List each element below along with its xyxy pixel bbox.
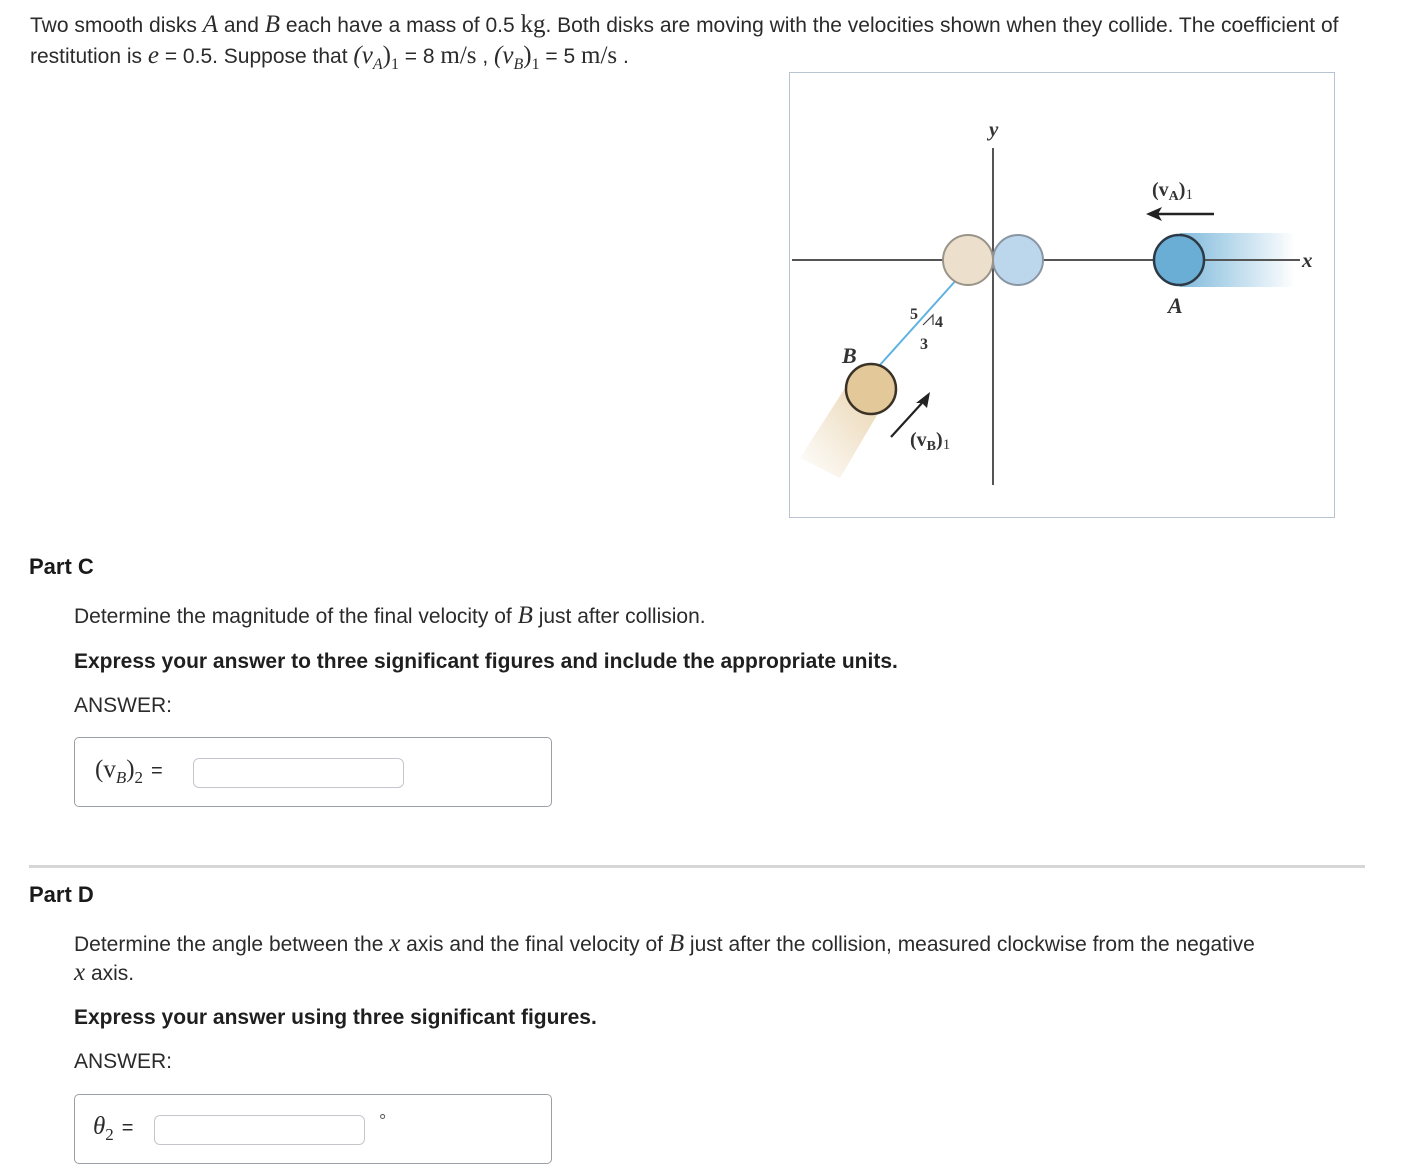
part-c-answer-box [74,737,552,807]
vb-label-sub: B [926,439,937,454]
disk-a-symbol: A [202,11,219,38]
va1-unit: m/s [440,42,477,69]
part-c-answer-heading: ANSWER: [74,694,173,717]
disk-b [846,364,896,414]
triangle-hyp-label: 5 [910,306,918,323]
problem-sep: , [476,45,495,68]
problem-statement [30,10,1370,80]
triangle-opp-label: 4 [935,314,943,331]
problem-text: = 0.5. Suppose that [159,45,354,68]
problem-end: . [617,45,629,68]
disk-b-label: B [842,343,857,368]
disk-b-contact [943,235,993,285]
part-d-question-var1: x [389,930,401,957]
triangle-adj-label: 3 [920,336,928,353]
part-c-label-open: (v [95,756,116,783]
part-d-question-end: axis. [85,962,135,985]
part-d-instruction: Express your answer using three significant figures. [74,1006,597,1029]
b-path-line [879,278,958,366]
mass-unit: kg [520,11,546,38]
part-d-question-post: just after the collision, measured clockwise from the negative [684,933,1255,956]
collision-diagram [790,73,1333,516]
part-d-answer-heading: ANSWER: [74,1050,173,1073]
vb-label [910,429,950,454]
part-d-question-mid: axis and the final velocity of [400,933,669,956]
vb-label-index: 1 [942,437,951,453]
restitution-symbol: e [147,42,159,69]
problem-text: . Both disks are moving with the velocities shown when they collide. The coefficient of restitution is [30,14,1339,68]
problem-text: and [218,14,265,37]
va1-sub: A [372,56,383,73]
problem-text: Two smooth disks [30,14,203,37]
vb1-close: ) [523,42,532,69]
vb-arrow-head [916,392,930,408]
va-label-close: ) [1178,179,1186,201]
vb1-sub: B [513,56,524,73]
part-c-answer-input[interactable] [193,758,404,788]
va-label-open: (v [1152,179,1169,201]
part-c-label-index: 2 [134,768,144,787]
vb1-open: (v [494,42,514,69]
part-c-title: Part C [29,554,94,579]
part-d-label-theta: θ [93,1113,106,1140]
part-c-question-pre: Determine the magnitude of the final velocity of [74,605,518,628]
vb1-symbol [494,42,540,73]
part-c-label-close: ) [126,756,135,783]
part-d-answer-input[interactable] [154,1115,365,1145]
va-label [1152,179,1193,204]
va-label-sub: A [1168,189,1179,204]
disk-a-label: A [1168,293,1183,318]
part-c-label-sub: B [115,768,127,787]
va1-index: 1 [390,56,399,73]
va1-open: (v [353,42,373,69]
degree-unit: ° [379,1111,387,1131]
problem-text: each have a mass of 0.5 [280,14,521,37]
vb-label-close: ) [936,429,943,451]
part-d-answer-label [93,1113,133,1145]
part-c-instruction: Express your answer to three significant figures and include the appropriate units. [74,650,898,673]
part-d-title: Part D [29,882,94,907]
part-c-answer-label [95,756,163,788]
disk-a [1154,235,1204,285]
vb-label-open: (v [910,429,927,451]
section-divider [29,865,1365,868]
disk-a-contact [993,235,1043,285]
vb1-value: = 5 [539,45,582,68]
x-axis-label: x [1302,248,1313,272]
part-c-question [74,602,1374,631]
part-d-question-var3: x [74,959,86,986]
part-d-question-var2: B [668,930,685,957]
collision-figure [789,72,1335,518]
part-d-equals: = [121,1117,134,1139]
part-d-answer-box [74,1094,552,1164]
va1-close: ) [382,42,391,69]
part-c-question-post: just after collision. [532,605,706,628]
part-d-question-pre: Determine the angle between the [74,933,390,956]
va1-symbol [353,42,399,73]
va-label-index: 1 [1185,187,1193,203]
va1-value: = 8 [398,45,441,68]
part-c-equals: = [151,760,163,782]
part-d-label-index: 2 [105,1125,114,1144]
part-d-question [74,930,1374,988]
vb1-index: 1 [531,56,540,73]
vb1-unit: m/s [581,42,618,69]
y-axis-label: y [989,117,999,141]
part-c-question-var: B [517,602,533,629]
disk-b-symbol: B [264,11,281,38]
